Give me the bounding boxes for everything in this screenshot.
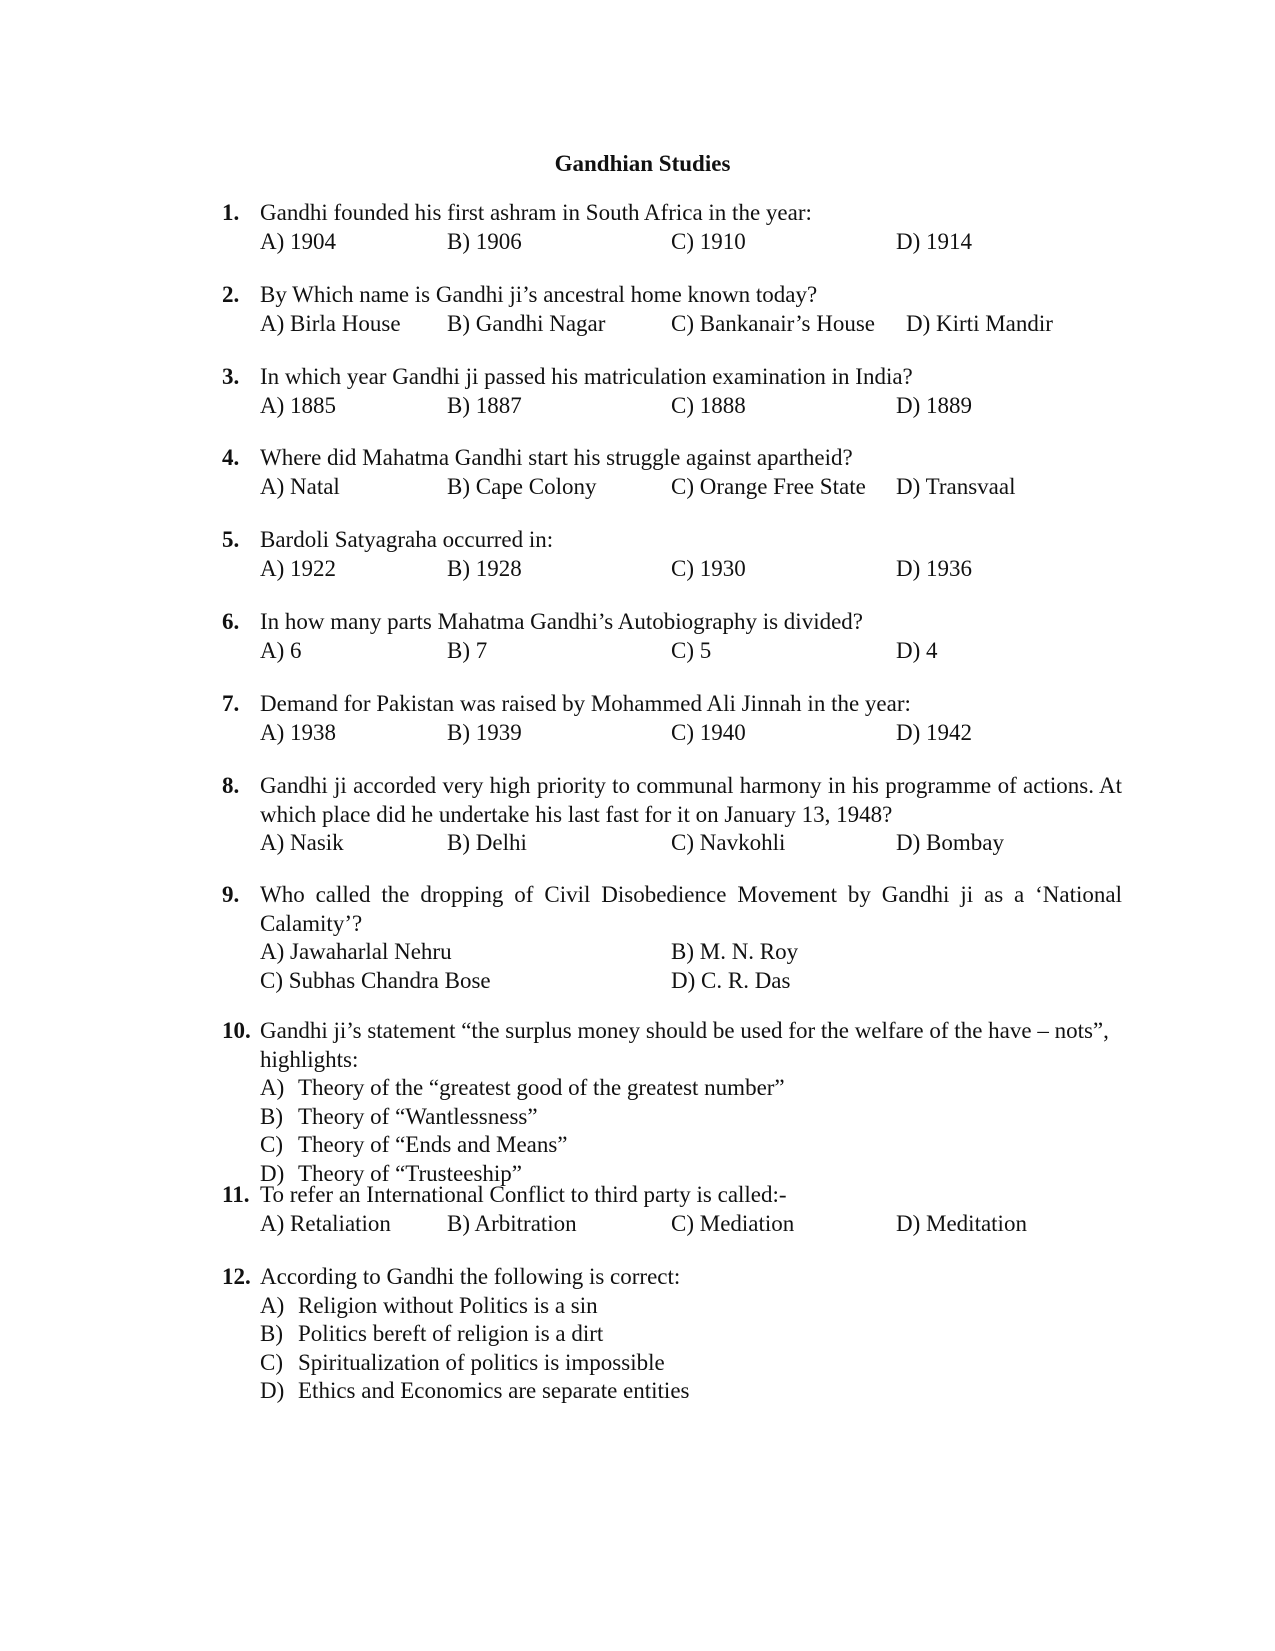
options-row xyxy=(260,310,1122,339)
option-a xyxy=(260,1292,1122,1321)
question-9 xyxy=(222,881,1122,995)
options-row xyxy=(260,829,1122,858)
option-b: B) Delhi xyxy=(447,830,527,856)
option-c: C) 1940 xyxy=(671,719,746,745)
option-d: D) 1914 xyxy=(896,228,973,254)
question-text: Gandhi ji accorded very high priority to communal harmony in his programme of actions. At which place did he undertake his last fast for it on January 13, 1948? xyxy=(260,773,1122,827)
option-d: D) Meditation xyxy=(896,1210,1027,1236)
question-number: 11. xyxy=(222,1182,250,1207)
option-c: C) Orange Free State xyxy=(671,473,866,499)
option-text: Theory of “Trusteeship” xyxy=(298,1160,522,1186)
question-5 xyxy=(222,526,1122,583)
option-b xyxy=(260,1103,1122,1132)
option-b: B) Cape Colony xyxy=(447,473,597,499)
question-6 xyxy=(222,608,1122,665)
option-d: D) Transvaal xyxy=(896,473,1016,499)
option-b: B) 1906 xyxy=(447,228,522,254)
option-c: C) 1888 xyxy=(671,392,746,418)
options-row xyxy=(260,637,1122,666)
option-label: A) xyxy=(260,1075,285,1101)
option-b: B) Arbitration xyxy=(447,1210,577,1236)
option-c: C) Bankanair’s House xyxy=(671,310,875,336)
question-number: 10. xyxy=(222,1018,251,1043)
option-b: B) 1887 xyxy=(447,392,522,418)
option-c: C) Mediation xyxy=(671,1210,795,1236)
question-text: Gandhi founded his first ashram in South Africa in the year: xyxy=(260,200,812,225)
options-row xyxy=(260,392,1122,421)
question-text: Gandhi ji’s statement “the surplus money should be used for the welfare of the have – nots”, highlights: xyxy=(260,1018,1109,1072)
option-a xyxy=(260,1074,1122,1103)
option-a: A) 1904 xyxy=(260,228,337,254)
option-c: C) 5 xyxy=(671,637,712,663)
option-text: Theory of the “greatest good of the greatest number” xyxy=(298,1075,785,1101)
question-number: 6. xyxy=(222,609,240,634)
option-label: B) xyxy=(260,1321,283,1347)
option-b: B) 1939 xyxy=(447,719,522,745)
option-c: C) 1910 xyxy=(671,228,746,254)
options-row xyxy=(260,938,1122,967)
option-d: D) Bombay xyxy=(896,830,1004,856)
option-text: Politics bereft of religion is a dirt xyxy=(298,1321,604,1347)
question-number: 5. xyxy=(222,527,240,552)
option-d xyxy=(260,1377,1122,1406)
options-row xyxy=(260,1210,1122,1239)
option-a: A) 1938 xyxy=(260,719,337,745)
option-a: A) 1885 xyxy=(260,392,337,418)
options-row xyxy=(260,228,1122,257)
option-b: B) M. N. Roy xyxy=(671,939,799,965)
option-a: A) Nasik xyxy=(260,830,344,856)
option-text: Ethics and Economics are separate entities xyxy=(298,1378,690,1404)
options-row xyxy=(260,719,1122,748)
option-a: A) Birla House xyxy=(260,310,401,336)
page-title: Gandhian Studies xyxy=(554,151,731,176)
question-number: 9. xyxy=(222,882,240,907)
option-c: C) Subhas Chandra Bose xyxy=(260,967,491,993)
option-c xyxy=(260,1349,1122,1378)
option-a: A) 1922 xyxy=(260,555,337,581)
option-a: A) 6 xyxy=(260,637,302,663)
question-10 xyxy=(222,1017,1122,1189)
options-row xyxy=(260,555,1122,584)
question-2 xyxy=(222,281,1122,338)
option-text: Theory of “Ends and Means” xyxy=(298,1132,568,1158)
option-a: A) Jawaharlal Nehru xyxy=(260,939,452,965)
option-label: A) xyxy=(260,1292,285,1318)
option-d: D) Kirti Mandir xyxy=(906,310,1053,336)
option-b: B) 1928 xyxy=(447,555,522,581)
question-number: 2. xyxy=(222,282,240,307)
question-number: 4. xyxy=(222,445,240,470)
question-3 xyxy=(222,363,1122,420)
question-number: 3. xyxy=(222,364,240,389)
question-11 xyxy=(222,1181,1122,1238)
option-text: Religion without Politics is a sin xyxy=(298,1292,598,1318)
question-number: 8. xyxy=(222,773,240,798)
question-12 xyxy=(222,1263,1122,1406)
option-label: C) xyxy=(260,1349,283,1375)
option-label: D) xyxy=(260,1378,285,1404)
question-1 xyxy=(222,199,1122,256)
option-b: B) 7 xyxy=(447,637,488,663)
option-c: C) Navkohli xyxy=(671,830,786,856)
option-b xyxy=(260,1320,1122,1349)
option-b: B) Gandhi Nagar xyxy=(447,310,606,336)
question-text: In how many parts Mahatma Gandhi’s Autobiography is divided? xyxy=(260,609,864,634)
question-number: 1. xyxy=(222,200,240,225)
option-d: D) 1889 xyxy=(896,392,973,418)
question-number: 7. xyxy=(222,691,240,716)
question-text: Bardoli Satyagraha occurred in: xyxy=(260,527,554,552)
option-c: C) 1930 xyxy=(671,555,746,581)
option-text: Theory of “Wantlessness” xyxy=(298,1103,538,1129)
question-text: According to Gandhi the following is correct: xyxy=(260,1264,681,1289)
option-c xyxy=(260,1131,1122,1160)
option-label: C) xyxy=(260,1132,283,1158)
question-8 xyxy=(222,772,1122,858)
question-7 xyxy=(222,690,1122,747)
option-a: A) Retaliation xyxy=(260,1210,391,1236)
option-d: D) C. R. Das xyxy=(671,967,791,993)
option-label: D) xyxy=(260,1160,285,1186)
option-d: D) 1942 xyxy=(896,719,973,745)
question-text: Who called the dropping of Civil Disobedience Movement by Gandhi ji as a ‘National Calamity’? xyxy=(260,882,1122,936)
option-d: D) 4 xyxy=(896,637,938,663)
question-text: By Which name is Gandhi ji’s ancestral home known today? xyxy=(260,282,818,307)
option-d: D) 1936 xyxy=(896,555,973,581)
question-text: Where did Mahatma Gandhi start his struggle against apartheid? xyxy=(260,445,853,470)
question-4 xyxy=(222,444,1122,501)
question-text: Demand for Pakistan was raised by Mohammed Ali Jinnah in the year: xyxy=(260,691,911,716)
options-row xyxy=(260,967,1122,996)
question-text: To refer an International Conflict to third party is called:- xyxy=(260,1182,787,1207)
option-a: A) Natal xyxy=(260,473,340,499)
option-label: B) xyxy=(260,1103,283,1129)
options-row xyxy=(260,473,1122,502)
question-text: In which year Gandhi ji passed his matriculation examination in India? xyxy=(260,364,913,389)
question-number: 12. xyxy=(222,1264,251,1289)
option-text: Spiritualization of politics is impossible xyxy=(298,1349,665,1375)
